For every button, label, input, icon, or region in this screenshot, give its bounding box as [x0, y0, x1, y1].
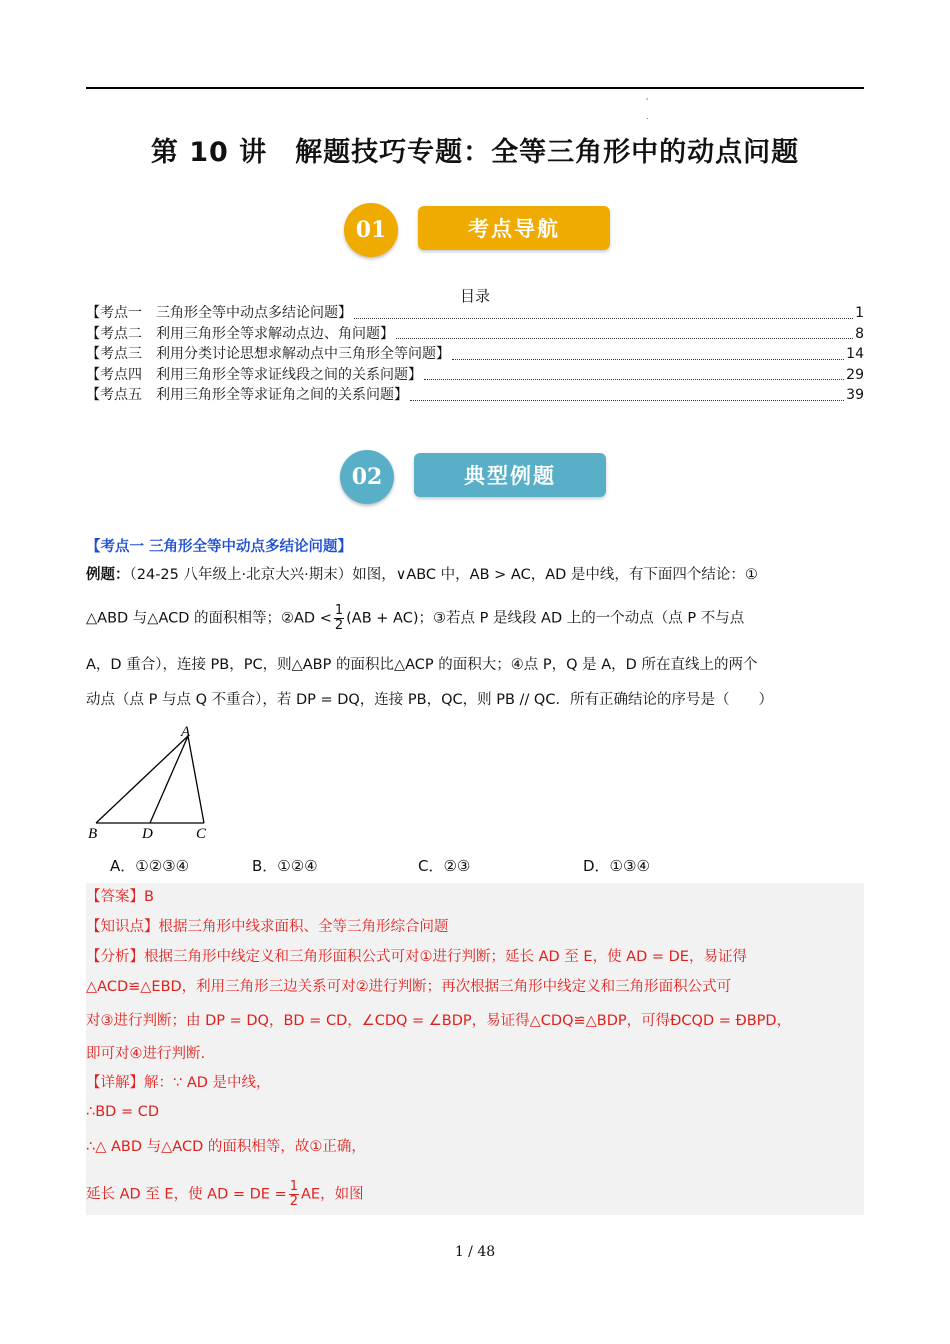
knowledge-point-line: 【知识点】根据三角形中线求面积、全等三角形综合问题 — [86, 919, 449, 935]
choice-d[interactable]: D．①③④ — [583, 857, 650, 875]
analysis-line: 【分析】根据三角形中线定义和三角形面积公式可对①进行判断；延长 AD 至 E，使 AD = DE，易证得 — [86, 949, 747, 965]
header-mark: ' — [646, 97, 649, 106]
detail-line: 【详解】解：∵ AD 是中线， — [86, 1075, 271, 1091]
question-line: 动点（点 P 与点 Q 不重合），若 DP = DQ，连接 PB，QC，则 PB // QC．所有正确结论的序号是（ ） — [86, 692, 773, 708]
banner-label: 典型例题 — [414, 453, 606, 497]
detail-line: ∴△ ABD 与△ACD 的面积相等，故①正确， — [86, 1139, 366, 1155]
side-ab — [96, 736, 188, 823]
table-of-contents — [86, 303, 864, 406]
toc-entry[interactable]: 【考点二 利用三角形全等求解动点边、角问题】 8 — [86, 325, 864, 342]
detail-line: ∴BD = CD — [86, 1104, 159, 1120]
choice-b[interactable]: B．①②④ — [252, 857, 318, 875]
answer-line: 【答案】B — [86, 889, 154, 905]
fraction: $\frac{1}{2}$ — [334, 603, 344, 633]
analysis-line: △ACD≌△EBD，利用三角形三边关系可对②进行判断；再次根据三角形中线定义和三角形面积公式可 — [86, 979, 732, 995]
triangle-figure — [84, 722, 224, 844]
banner-label: 考点导航 — [418, 206, 610, 250]
toc-entry[interactable]: 【考点五 利用三角形全等求证角之间的关系问题】 39 — [86, 387, 864, 403]
question-line: △ABD 与△ACD 的面积相等；②AD < $\frac{1}{2}$ (AB + AC)；③若点 P 是线段 AD 上的一个动点（点 P 不与点 — [86, 603, 745, 633]
vertex-label-b: B — [88, 826, 98, 842]
banner-number-badge: 02 — [340, 450, 394, 504]
vertex-label-d: D — [142, 826, 153, 842]
section-heading: 【考点一 三角形全等中动点多结论问题】 — [86, 539, 353, 555]
page-number: 1 / 48 — [454, 1244, 496, 1260]
side-ac — [188, 736, 204, 823]
banner-number-badge: 01 — [344, 203, 398, 257]
analysis-line: 对③进行判断；由 DP = DQ，BD = CD，∠CDQ = ∠BDP，易证得△CDQ≌△BDP，可得ÐCQD = ÐBPD， — [86, 1013, 792, 1029]
analysis-line: 即可对④进行判断. — [86, 1046, 206, 1062]
toc-entry[interactable]: 【考点一 三角形全等中动点多结论问题】 1 — [86, 305, 864, 321]
question-line: A，D 重合），连接 PB，PC，则△ABP 的面积比△ACP 的面积大；④点 P，Q 是 A，D 所在直线上的两个 — [86, 657, 758, 673]
header-rule — [86, 87, 864, 89]
toc-entry[interactable]: 【考点四 利用三角形全等求证线段之间的关系问题】 29 — [86, 366, 864, 383]
vertex-label-a: A — [181, 724, 191, 740]
page-title: 第 10 讲 解题技巧专题：全等三角形中的动点问题 — [150, 137, 800, 168]
toc-title: 目录 — [459, 287, 490, 305]
vertex-label-c: C — [196, 826, 207, 842]
header-mark: . — [646, 112, 649, 121]
toc-entry[interactable]: 【考点三 利用分类讨论思想求解动点中三角形全等问题】 14 — [86, 346, 864, 362]
choice-a[interactable]: A．①②③④ — [110, 857, 190, 875]
detail-line: 延长 AD 至 E，使 AD = DE = $\frac{1}{2}$ AE，如图 — [86, 1179, 364, 1209]
question-line: 例题：（24-25 八年级上·北京大兴·期末）如图，∨ABC 中，AB > AC，AD 是中线，有下面四个结论：① — [86, 567, 758, 583]
choice-c[interactable]: C．②③ — [418, 857, 471, 875]
median-ad — [150, 736, 188, 823]
fraction: $\frac{1}{2}$ — [289, 1179, 299, 1209]
